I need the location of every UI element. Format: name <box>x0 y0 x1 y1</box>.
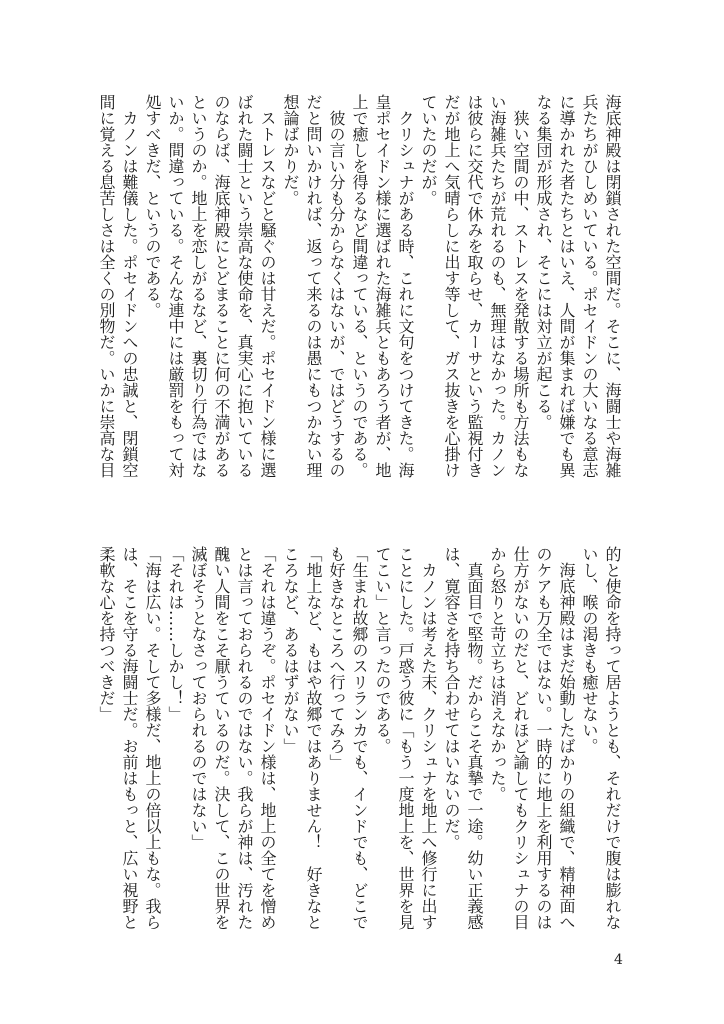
paragraph: 海底神殿は閉鎖された空間だ。そこに、海闘士や海雑兵たちがひしめいている。ポセイドンの大いなる意志に導かれた者たちとはいえ、人間が集まれば嫌でも異なる集団が形成され、そこには対立が起こる。 <box>534 94 622 478</box>
text-block-bottom <box>98 546 624 932</box>
paragraph: クリシュナがある時、これに文句をつけてきた。海皇ポセイドン様に選ばれた海雑兵ともあろう者が、地上で癒しを得るなど間違っている、というのである。 <box>350 94 415 478</box>
dialogue-line: 「海は広い。そして多様だ、地上の倍以上もな。我らは、そこを守る海闘士だ。お前はもっと、広い視野と柔軟な心を持つべきだ」 <box>97 546 162 930</box>
text-block-top <box>98 94 624 480</box>
paragraph: カノンは考えた末、クリシュナを地上へ修行に出すことにした。戸惑う彼に「もう一度地上を、世界を見てこい」と言ったのである。 <box>373 546 438 930</box>
dialogue-line: 「それは……しかし！」 <box>166 546 185 722</box>
paragraph: 海底神殿はまだ始動したばかりの組織で、精神面へのケアも万全ではない。一時的に地上を利用するのは仕方がないのだと、どれほど諭してもクリシュナの目から怒りと苛立ちは消えなかった。 <box>488 546 576 930</box>
paragraph: 真面目で堅物。だからこそ真摯で一途。幼い正義感は、寛容さを持ち合わせてはいないのだ。 <box>442 546 484 930</box>
dialogue-line: 「それは違うぞ。ポセイドン様は、地上の全てを憎めとは言っておられるのではない。我らが神は、汚れた醜い人間をこそ厭うているのだ。決して、この世界を滅ぼそうとなさっておられるのではない」 <box>189 546 277 930</box>
paragraph: ストレスなどと騒ぐのは甘えだ。ポセイドン様に選ばれた闘士という崇高な使命を、真実心に抱いているのならば、海底神殿にとどまることに何の不満があるというのか。地上を恋しがるなど、裏切り行為ではないか。間違っている。そんな連中には厳罰をもって対処すべきだ、というのである。 <box>143 94 277 478</box>
dialogue-line: 「地上など、もはや故郷ではありません！ 好きなところなど、あるはずがない」 <box>281 546 323 930</box>
paragraph: 彼の言い分も分からなくはないが、ではどうするのだと問いかければ、返って来るのは愚にもつかない理想論ばかりだ。 <box>281 94 346 478</box>
page-number: 4 <box>614 952 623 968</box>
dialogue-line: 「生まれ故郷のスリランカでも、インドでも、どこでも好きなところへ行ってみろ」 <box>327 546 369 930</box>
paragraph: 狭い空間の中、ストレスを発散する場所も方法もない海雑兵たちが荒れるのも、無理はなかった。カノンは彼らに交代で休みを取らせ、カーサという監視付きだが地上へ気晴らしに出す等して、ガス抜きを心掛けていたのだが。 <box>419 94 530 478</box>
paragraph: カノンは難儀した。ポセイドンへの忠誠と、閉鎖空間に覚える息苦しさは全くの別物だ。いかに崇高な目 <box>97 94 139 478</box>
paragraph: 的と使命を持って居ようとも、それだけで腹は膨れないし、喉の渇きも癒せない。 <box>580 546 622 930</box>
